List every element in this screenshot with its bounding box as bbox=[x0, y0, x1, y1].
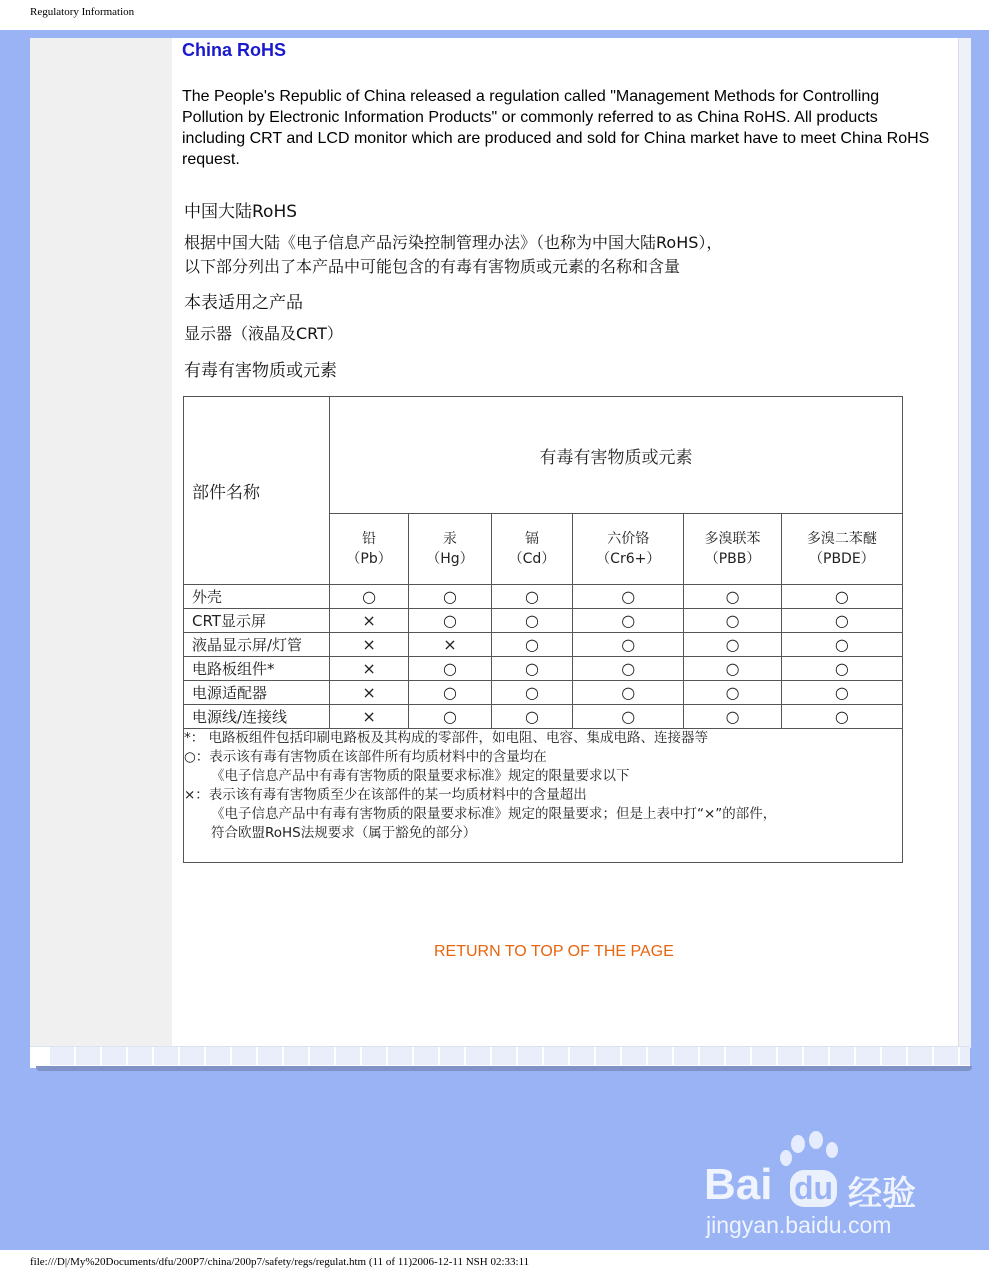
table-row bbox=[184, 705, 903, 729]
cn-paragraph-line-1: 根据中国大陆《电子信息产品污染控制管理办法》（也称为中国大陆RoHS）， bbox=[184, 233, 723, 252]
substance-header-pbde: 多溴二苯醚 （PBDE） bbox=[781, 514, 902, 585]
mark-cell: ○ bbox=[684, 705, 781, 729]
rohs-table bbox=[183, 396, 903, 863]
watermark-url: jingyan.baidu.com bbox=[706, 1212, 892, 1238]
mark-cell: ○ bbox=[781, 681, 902, 705]
mark-cell: ○ bbox=[409, 657, 492, 681]
mark-cell: × bbox=[330, 633, 409, 657]
part-name: 液晶显示屏/灯管 bbox=[184, 633, 330, 657]
mark-cell: × bbox=[330, 657, 409, 681]
mark-cell: × bbox=[330, 681, 409, 705]
substance-header-cr6: 六价铬 （Cr6+） bbox=[573, 514, 684, 585]
mark-cell: ○ bbox=[781, 633, 902, 657]
mark-cell: ○ bbox=[684, 681, 781, 705]
intro-paragraph: The People's Republic of China released a regulation called "Management Methods for Controlling Pollution by Electronic Information Products" or commonly referred to as China RoHS. All products including CRT and LCD monitor which are produced and sold for China market have to meet China RoHS request. bbox=[182, 88, 930, 168]
part-name: 电源适配器 bbox=[184, 681, 330, 705]
mark-cell: ○ bbox=[781, 585, 902, 609]
table-notes bbox=[184, 729, 903, 863]
mark-cell: ○ bbox=[409, 705, 492, 729]
print-footer: file:///D|/My%20Documents/dfu/200P7/china/200p7/safety/regs/regulat.htm (11 of 11)2006-12-11 NSH 02:33:11 bbox=[30, 1256, 530, 1268]
note-asterisk: *： 电路板组件包括印刷电路板及其构成的零部件，如电阻、电容、集成电路、连接器等 bbox=[184, 730, 709, 746]
mark-cell: ○ bbox=[491, 657, 572, 681]
left-navigation-column bbox=[30, 38, 172, 1048]
substance-header-cd: 镉 （Cd） bbox=[491, 514, 572, 585]
right-border-strip bbox=[958, 38, 971, 1048]
table-row bbox=[184, 657, 903, 681]
mark-cell: ○ bbox=[573, 657, 684, 681]
baidu-jingyan-watermark bbox=[702, 1130, 932, 1242]
cn-heading-substances: 有毒有害物质或元素 bbox=[184, 361, 337, 381]
mark-cell: ○ bbox=[491, 681, 572, 705]
mark-cell: ○ bbox=[491, 633, 572, 657]
mark-cell: ○ bbox=[409, 681, 492, 705]
mark-cell: ○ bbox=[573, 633, 684, 657]
cn-paragraph bbox=[184, 231, 722, 279]
mark-cell: ○ bbox=[491, 609, 572, 633]
cn-paragraph-line-2: 以下部分列出了本产品中可能包含的有毒有害物质或元素的名称和含量 bbox=[184, 257, 681, 276]
mark-cell: ○ bbox=[781, 705, 902, 729]
part-name: 电路板组件* bbox=[184, 657, 330, 681]
watermark-cn: 经验 bbox=[848, 1174, 916, 1214]
mark-cell: ○ bbox=[573, 681, 684, 705]
mark-cell: × bbox=[330, 705, 409, 729]
note-circle-cont: 《电子信息产品中有毒有害物质的限量要求标准》规定的限量要求以下 bbox=[211, 768, 630, 784]
mark-cell: ○ bbox=[684, 633, 781, 657]
table-row bbox=[184, 609, 903, 633]
mark-cell: × bbox=[330, 609, 409, 633]
mark-cell: ○ bbox=[573, 609, 684, 633]
cn-heading-rohs: 中国大陆RoHS bbox=[184, 202, 298, 222]
part-name-header: 部件名称 bbox=[184, 397, 330, 585]
substance-header-pbb: 多溴联苯 （PBB） bbox=[684, 514, 781, 585]
substances-group-header: 有毒有害物质或元素 bbox=[330, 397, 903, 514]
mark-cell: ○ bbox=[781, 609, 902, 633]
part-name: 外壳 bbox=[184, 585, 330, 609]
table-notes-row bbox=[184, 729, 903, 863]
mark-cell: ○ bbox=[409, 585, 492, 609]
mark-cell: ○ bbox=[573, 705, 684, 729]
mark-cell: ○ bbox=[684, 585, 781, 609]
mark-cell: ○ bbox=[781, 657, 902, 681]
note-cross-cont-2: 符合欧盟RoHS法规要求（属于豁免的部分） bbox=[211, 825, 477, 841]
mark-cell: ○ bbox=[684, 657, 781, 681]
table-row bbox=[184, 585, 903, 609]
print-header: Regulatory Information bbox=[30, 6, 135, 18]
mark-cell: ○ bbox=[409, 609, 492, 633]
note-circle: ○：表示该有毒有害物质在该部件所有均质材料中的含量均在 bbox=[184, 749, 547, 765]
substance-header-pb: 铅 （Pb） bbox=[330, 514, 409, 585]
mark-cell: ○ bbox=[491, 585, 572, 609]
return-to-top-link[interactable]: RETURN TO TOP OF THE PAGE bbox=[434, 943, 674, 960]
part-name: CRT显示屏 bbox=[184, 609, 330, 633]
table-row bbox=[184, 633, 903, 657]
cn-heading-applicable: 本表适用之产品 bbox=[184, 293, 303, 313]
substance-header-hg: 汞 （Hg） bbox=[409, 514, 492, 585]
mark-cell: × bbox=[409, 633, 492, 657]
mark-cell: ○ bbox=[684, 609, 781, 633]
note-cross-cont: 《电子信息产品中有毒有害物质的限量要求标准》规定的限量要求；但是上表中打“×”的部件， bbox=[211, 806, 777, 822]
table-row bbox=[184, 681, 903, 705]
part-name: 电源线/连接线 bbox=[184, 705, 330, 729]
cn-product-type: 显示器（液晶及CRT） bbox=[184, 324, 343, 343]
panel-shadow bbox=[36, 1066, 972, 1071]
watermark-brand: Bai bbox=[704, 1160, 773, 1209]
watermark-brand-du: du bbox=[790, 1170, 837, 1207]
mark-cell: ○ bbox=[573, 585, 684, 609]
mark-cell: ○ bbox=[491, 705, 572, 729]
main-content bbox=[182, 38, 942, 170]
mark-cell: ○ bbox=[330, 585, 409, 609]
section-title: China RoHS bbox=[182, 40, 287, 60]
bottom-band bbox=[30, 1046, 970, 1067]
note-cross: ×：表示该有毒有害物质至少在该部件的某一均质材料中的含量超出 bbox=[184, 787, 587, 803]
